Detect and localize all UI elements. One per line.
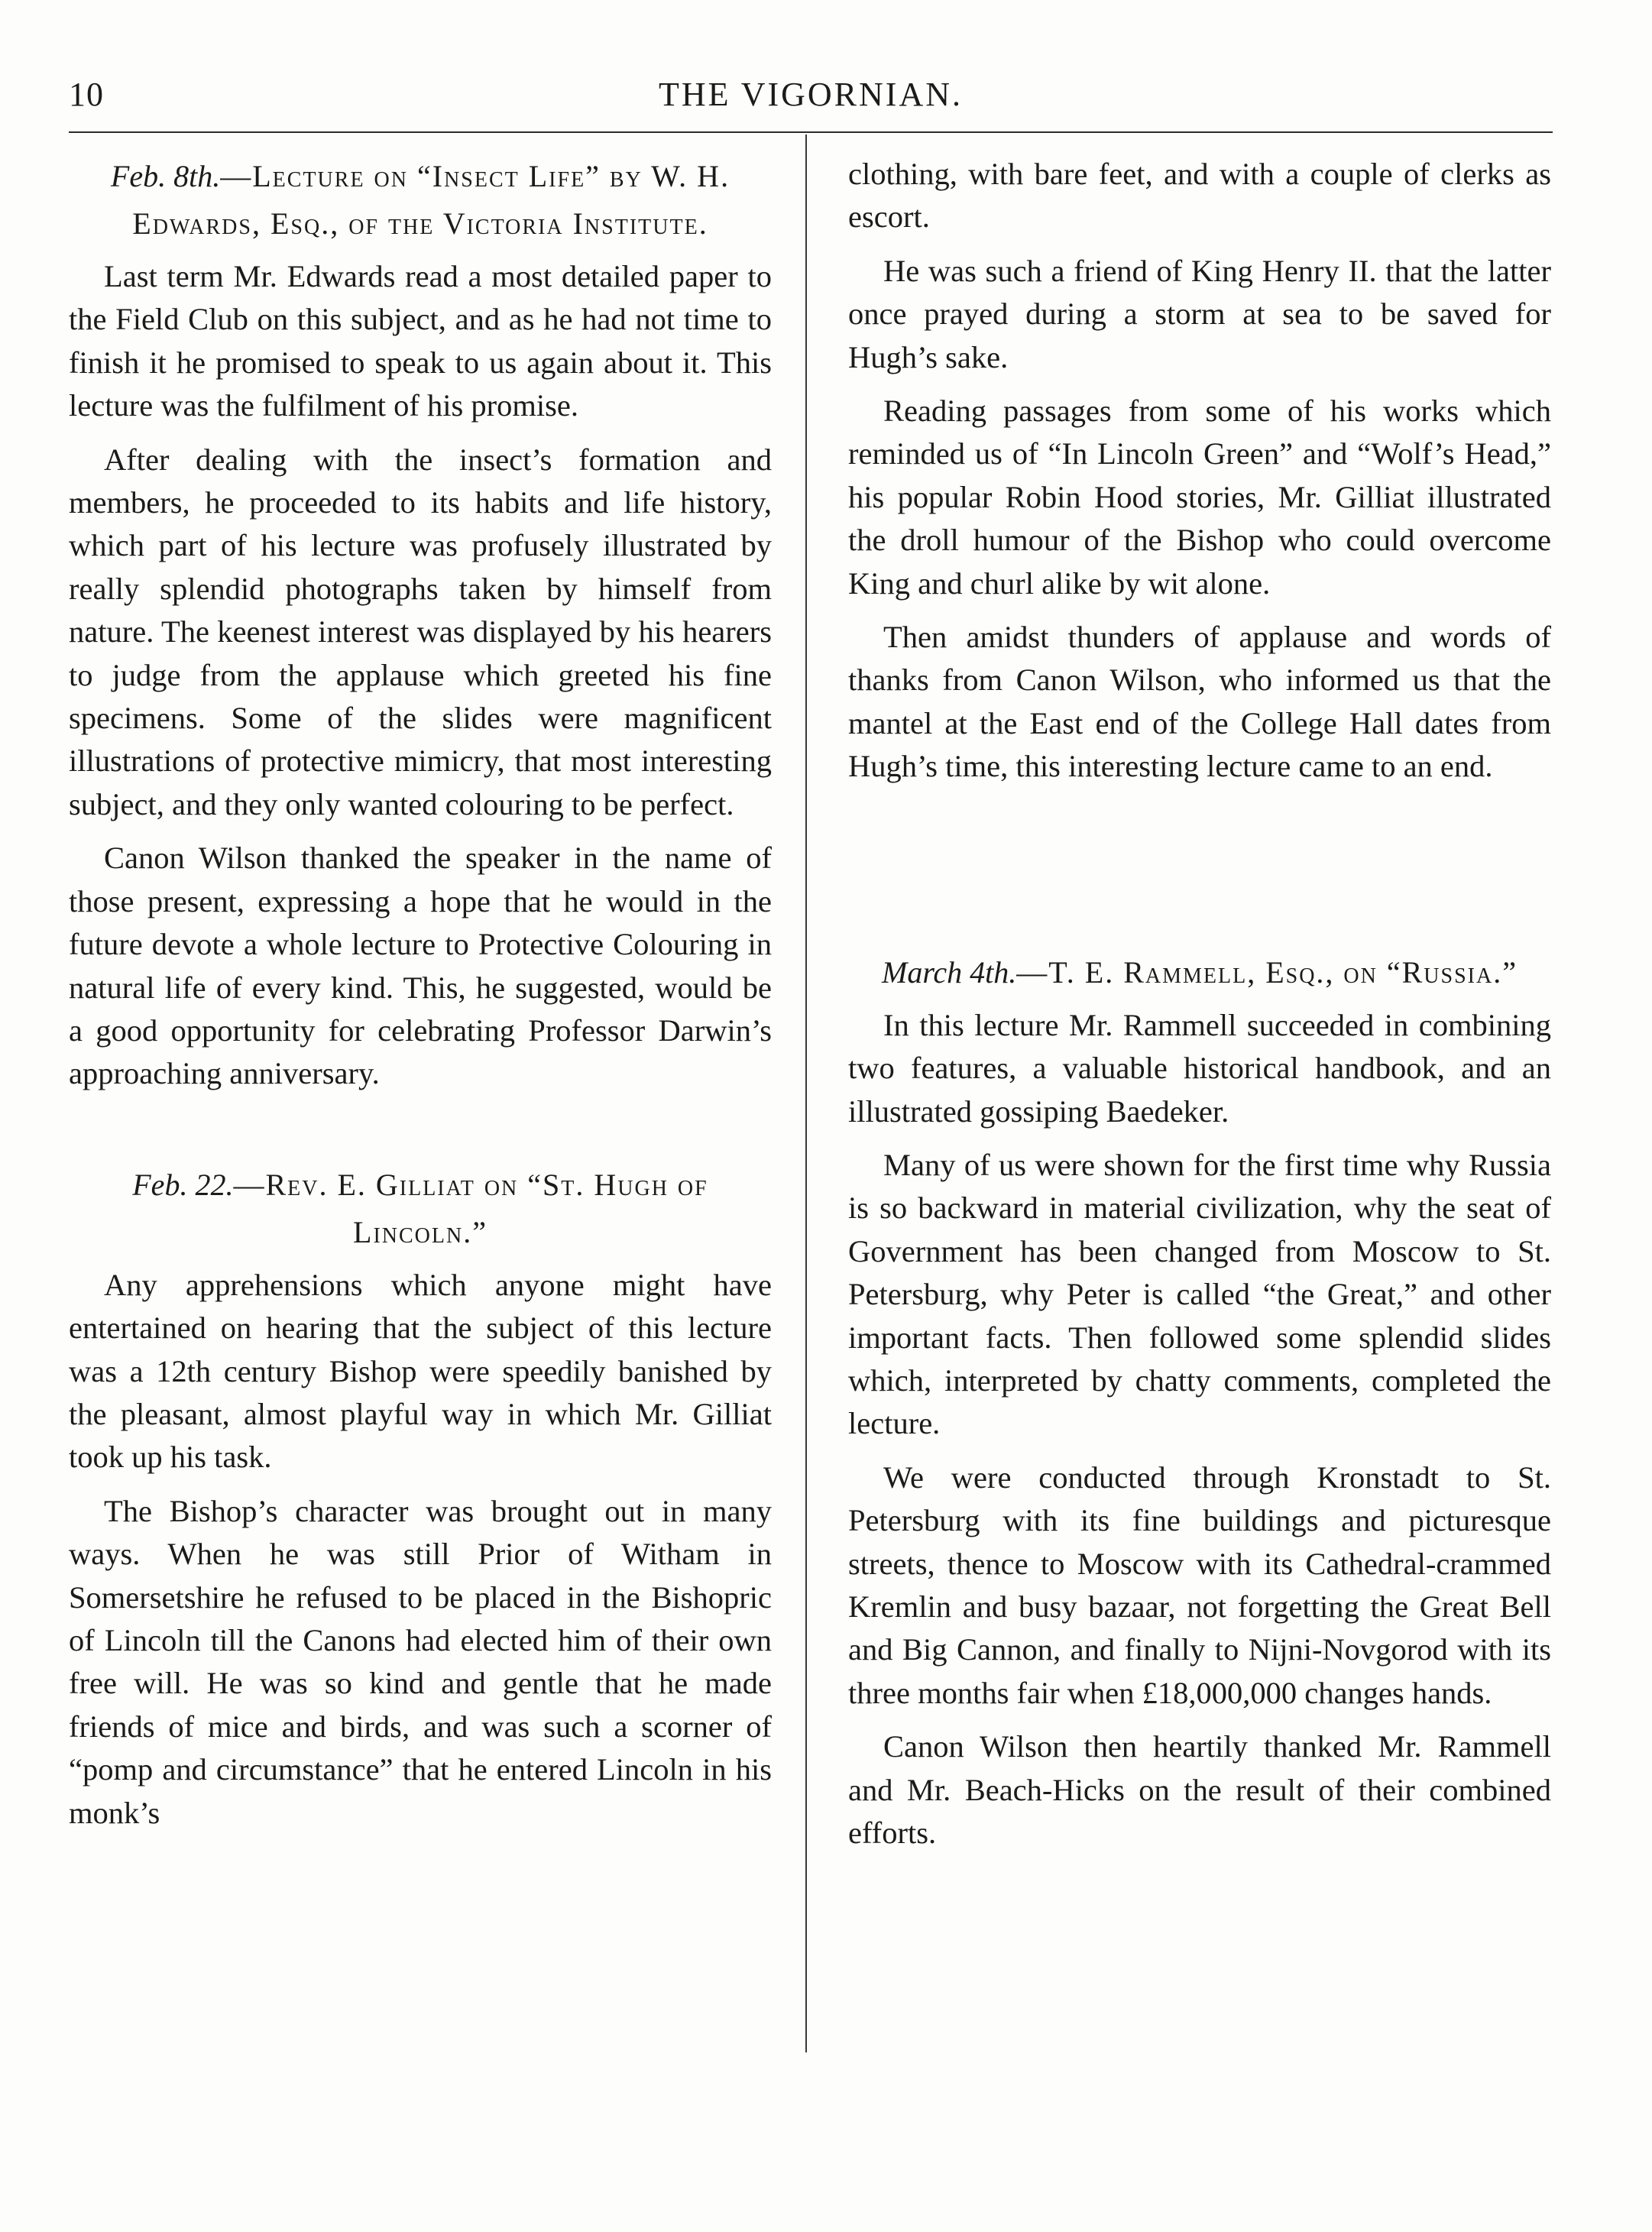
paragraph: He was such a friend of King Henry II. that the latter once prayed during a storm at sea to be saved for Hugh’s sake. bbox=[848, 253, 1551, 374]
paragraph: Canon Wilson thanked the speaker in the name of those present, expressing a hope that he would in the future devote a whole lecture to Protective Colouring in natural life of every kind. This, he suggested, would be a good opportunity for celebrating Professor Darwin’s approaching anniversary. bbox=[69, 841, 772, 1091]
paragraph: Canon Wilson then heartily thanked Mr. Rammell and Mr. Beach-Hicks on the result of their combined efforts. bbox=[848, 1729, 1551, 1850]
paragraph: Reading passages from some of his works which reminded us of “In Lincoln Green” and “Wolf’s Head,” his popular Robin Hood stories, Mr. Gilliat illustrated the droll humour of the Bishop who could overcome King and churl alike by wit alone. bbox=[848, 394, 1551, 601]
article-heading-insect-life bbox=[69, 153, 772, 248]
right-column bbox=[848, 153, 1551, 1865]
paragraph: We were conducted through Kronstadt to St. Petersburg with its fine buildings and picturesque streets, thence to Moscow with its Cathedral-crammed Kremlin and busy bazaar, not forgetting the Great Bell and Big Cannon, and finally to Nijni-Novgorod with its three months fair when £18,000,000 changes hands. bbox=[848, 1459, 1551, 1710]
paragraph: In this lecture Mr. Rammell succeeded in combining two features, a valuable historical handbook, and an illustrated gossiping Baedeker. bbox=[848, 1007, 1551, 1129]
article-date: Feb. 22. bbox=[132, 1167, 234, 1202]
left-column bbox=[69, 153, 772, 1845]
column-divider bbox=[805, 134, 807, 2052]
paragraph: Many of us were shown for the first time why Russia is so backward in material civilization, why the seat of Government has been changed from Moscow to St. Petersburg, why Peter is called “the Great,” and other important facts. Then followed some splendid slides which, interpreted by chatty comments, completed the lecture. bbox=[848, 1147, 1551, 1441]
article-date: March 4th. bbox=[882, 954, 1017, 990]
paragraph: Then amidst thunders of applause and words of thanks from Canon Wilson, who informed us that the mantel at the East end of the College Hall dates from Hugh’s time, this interesting lecture came to an end. bbox=[848, 620, 1551, 784]
paragraph-continued: clothing, with bare feet, and with a couple of clerks as escort. bbox=[848, 157, 1551, 235]
paragraph: The Bishop’s character was brought out in many ways. When he was still Prior of Witham in Somersetshire he refused to be placed in the Bishopric of Lincoln till the Canons had elected him of their own free will. He was so kind and gentle that he made friends of mice and birds, and was such a scorner of “pomp and circumstance” that he entered Lincoln in his monk’s bbox=[69, 1493, 772, 1830]
article-title: —Lecture on “Insect Life” by W. H. Edwards, Esq., of the Victoria Institute. bbox=[132, 159, 730, 241]
page-header bbox=[69, 75, 1553, 136]
running-title: THE VIGORNIAN. bbox=[658, 76, 964, 113]
paragraph: Last term Mr. Edwards read a most detailed paper to the Field Club on this subject, and as he had not time to finish it he promised to speak to us again about it. This lecture was the fulfilment of his promise. bbox=[69, 259, 772, 423]
paragraph: After dealing with the insect’s formation and members, he proceeded to its habits and life history, which part of his lecture was profusely illustrated by really splendid photographs taken by himself from nature. The keenest interest was displayed by his hearers to judge from the applause which greeted his fine specimens. Some of the slides were magnificent illustrations of protective mimicry, that most interesting subject, and they only wanted colouring to be perfect. bbox=[69, 442, 772, 821]
article-heading-st-hugh bbox=[69, 1161, 772, 1256]
article-title: —T. E. Rammell, Esq., on “Russia.” bbox=[1016, 954, 1518, 990]
article-date: Feb. 8th. bbox=[110, 159, 221, 193]
paragraph: Any apprehensions which anyone might have entertained on hearing that the subject of this lecture was a 12th century Bishop were speedily banished by the pleasant, almost playful way in which Mr. Gilliat took up his task. bbox=[69, 1267, 772, 1475]
page-number: 10 bbox=[69, 76, 104, 113]
article-title: —Rev. E. Gilliat on “St. Hugh of Lincoln.” bbox=[233, 1167, 708, 1249]
article-heading-russia bbox=[848, 949, 1551, 996]
header-rule bbox=[69, 131, 1553, 133]
